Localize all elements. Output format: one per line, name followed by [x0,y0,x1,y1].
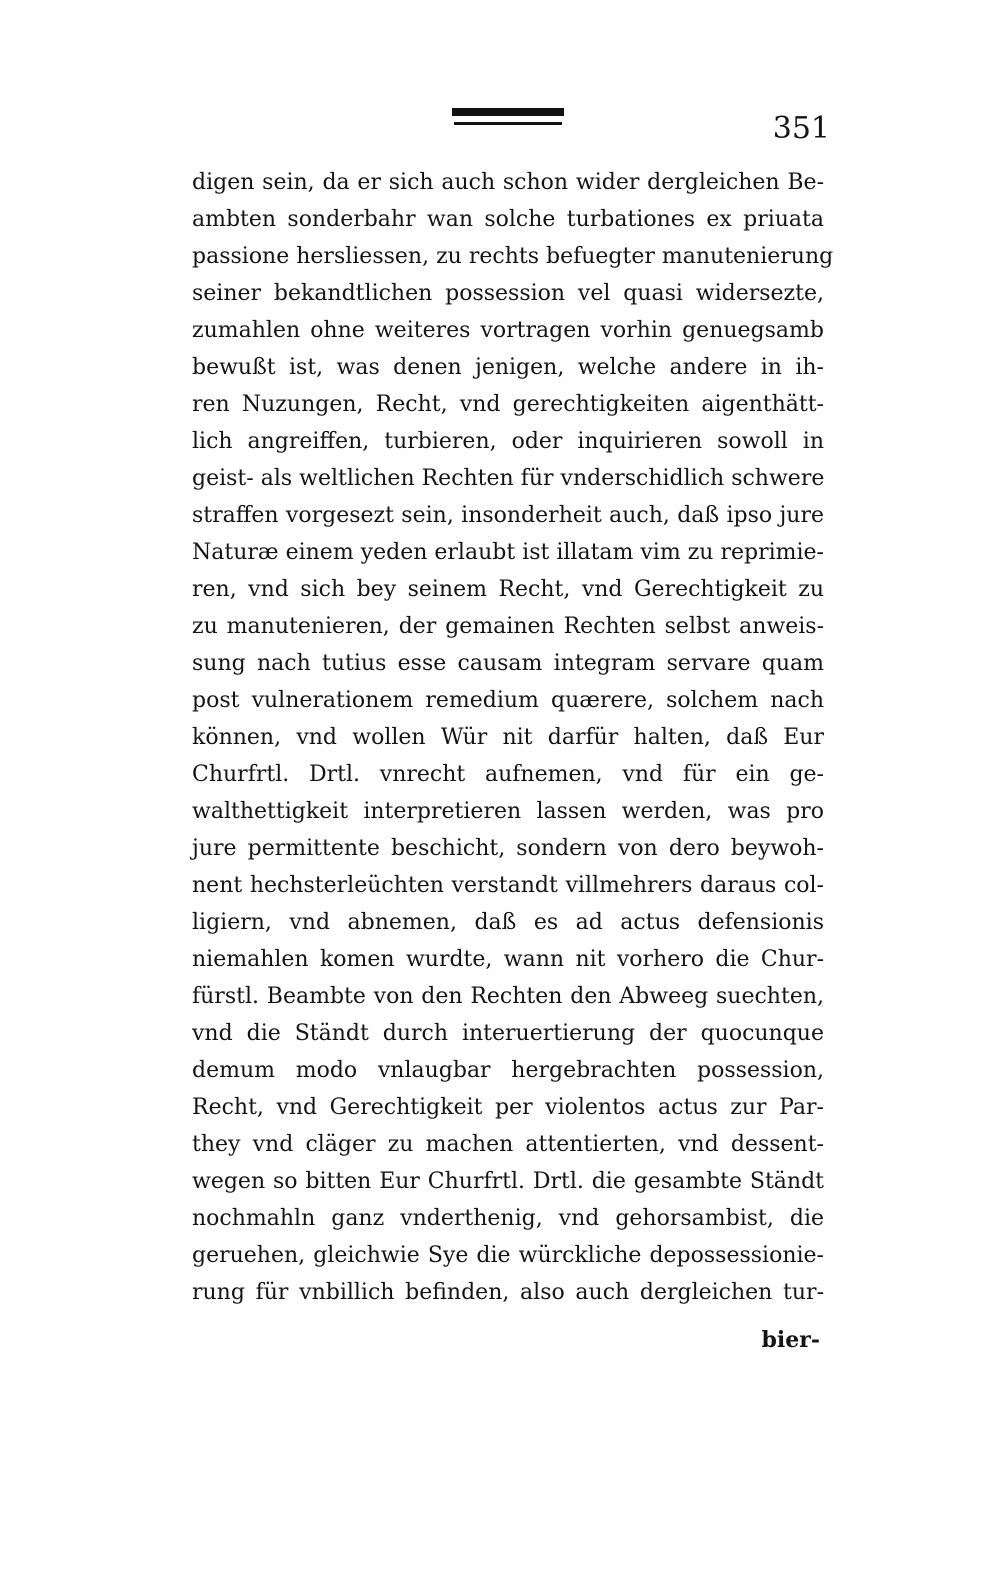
text-line: können, vnd wollen Wür nit darfür halten, daß Eur [192,725,824,750]
text-line: demum modo vnlaugbar hergebrachten possession, [192,1058,824,1083]
text-line: wegen so bitten Eur Churfrtl. Drtl. die gesambte Ständt [192,1169,824,1194]
text-line: lich angreiffen, turbieren, oder inquirieren sowoll in [192,429,824,454]
page-number: 351 [772,111,830,146]
text-line: nochmahln ganz vnderthenig, vnd gehorsambist, die [192,1206,824,1231]
text-line: fürstl. Beambte von den Rechten den Abweeg suechten, [192,984,824,1009]
text-line: jure permittente beschicht, sondern von dero beywoh- [192,836,824,861]
text-line: passione hersliessen, zu rechts befuegter manutenierung [192,244,834,269]
text-line: zu manutenieren, der gemainen Rechten selbst anweis- [192,614,824,639]
text-line: Churfrtl. Drtl. vnrecht aufnemen, vnd für ein ge- [192,762,824,787]
text-line: sung nach tutius esse causam integram servare quam [192,651,824,676]
text-line: ren, vnd sich bey seinem Recht, vnd Gerechtigkeit zu [192,577,824,602]
text-line: straffen vorgesezt sein, insonderheit auch, daß ipso jure [192,503,824,528]
text-line: ligiern, vnd abnemen, daß es ad actus defensionis [192,910,824,935]
header-double-rule [452,108,564,130]
text-line: post vulnerationem remedium quærere, solchem nach [192,688,824,713]
text-line: rung für vnbillich befinden, also auch dergleichen tur- [192,1280,824,1305]
text-line: seiner bekandtlichen possession vel quasi widersezte, [192,281,824,306]
catchword: bier- [761,1327,820,1353]
text-line: Naturæ einem yeden erlaubt ist illatam vim zu reprimie- [192,540,824,565]
text-line: ambten sonderbahr wan solche turbationes ex priuata [192,207,824,232]
text-line: Recht, vnd Gerechtigkeit per violentos actus zur Par- [192,1095,824,1120]
text-line: nent hechsterleüchten verstandt villmehrers daraus col- [192,873,824,898]
text-line: they vnd cläger zu machen attentierten, vnd dessent- [192,1132,824,1157]
text-line: ren Nuzungen, Recht, vnd gerechtigkeiten aigenthätt- [192,392,824,417]
text-line: zumahlen ohne weiteres vortragen vorhin genuegsamb [192,318,824,343]
body-text [192,164,834,1311]
header-rule-thin [454,122,562,125]
text-line: bewußt ist, was denen jenigen, welche andere in ih- [192,355,824,380]
text-line: niemahlen komen wurdte, wann nit vorhero die Chur- [192,947,824,972]
text-line: walthettigkeit interpretieren lassen werden, was pro [192,799,824,824]
text-line: geist- als weltlichen Rechten für vnderschidlich schwere [192,466,825,491]
text-line: geruehen, gleichwie Sye die würckliche depossessionie- [192,1243,824,1268]
text-line: vnd die Ständt durch interuertierung der quocunque [192,1021,824,1046]
header-rule-thick [452,108,564,116]
text-line: digen sein, da er sich auch schon wider dergleichen Be- [192,170,824,195]
